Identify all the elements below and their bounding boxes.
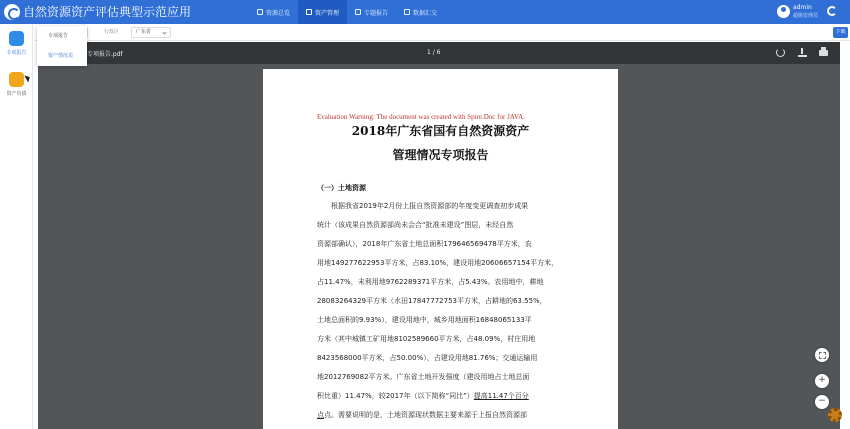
evaluation-warning: Evaluation Warning: The document was created with Spire.Doc for JAVA.: [317, 113, 525, 121]
file-name: 专项报告.pdf: [87, 51, 123, 58]
paragraph-text: 点。需要说明的是，土地资源现状数据主要来源于上报自然资源部: [324, 411, 527, 419]
paragraph-line: 根据我省2019年2月份上报自然资源部的年度变更调查初步成果: [331, 202, 529, 210]
chevron-down-icon: [162, 30, 166, 34]
print-icon[interactable]: [819, 50, 828, 56]
paragraph-line: 8423568000平方米，占50.00%），占建设用地81.76%；交通运输用: [317, 354, 538, 362]
paragraph-line: 占11.47%，未利用地9762289371平方米，占5.43%。农用地中，耕地: [317, 278, 544, 286]
underlined-text: 提高11.47个百分: [473, 392, 529, 400]
paragraph-line: 地2012769082平方米。广东省土地开发强度（建设用地占土地总面: [317, 373, 530, 381]
top-header: [0, 0, 850, 24]
sidebar-item-label: 专项报告: [6, 50, 27, 56]
region-select[interactable]: [131, 27, 171, 38]
balance-icon: [9, 72, 24, 87]
side-nav: [0, 24, 33, 429]
download-button[interactable]: 下载: [833, 27, 848, 38]
paragraph-text: 积比重）11.47%，较2017年（以下简称“同比”）: [317, 392, 474, 400]
app-logo: [4, 4, 20, 20]
filter-bar: [34, 24, 850, 41]
page-counter: 1 / 6: [427, 49, 441, 56]
region-value: 广东省: [136, 29, 152, 35]
nav-label: 资源总览: [266, 9, 291, 17]
document-title-line1: 2018年广东省国有自然资源资产: [351, 124, 530, 138]
settings-gear-icon[interactable]: [828, 408, 842, 422]
section-heading: （一）土地资源: [317, 183, 366, 192]
app-title: 自然资源资产评估典型示范应用: [23, 5, 192, 19]
data-icon: [404, 9, 410, 15]
nav-label: 数据汇交: [413, 9, 438, 17]
user-name: admin: [793, 4, 812, 11]
sidebar-item-special-report[interactable]: [0, 31, 33, 56]
report-icon: [9, 31, 24, 46]
paragraph-line: 资源部确认），2018年广东省土地总面积179646569478平方米，农: [317, 240, 532, 248]
submenu-item-asset-table[interactable]: 资产情况表: [48, 53, 74, 59]
paragraph-line: 用地149277622953平方米，占83.10%，建设用地20606657154平方米，: [317, 259, 559, 267]
zoom-in-button[interactable]: +: [815, 374, 829, 388]
zoom-out-button[interactable]: −: [815, 395, 829, 409]
user-avatar[interactable]: [777, 5, 790, 18]
viewer-toolbar: [38, 42, 840, 64]
pdf-viewer: [38, 42, 840, 429]
sidebar-item-label: 资产负债: [6, 91, 27, 97]
nav-label: 资产管理: [315, 9, 340, 17]
logout-icon[interactable]: [827, 6, 837, 16]
nav-resource-overview[interactable]: [249, 0, 298, 24]
paragraph-line: [317, 410, 527, 420]
submenu-item-special-report[interactable]: 专项报告: [48, 33, 69, 39]
paragraph-line: 方米（其中城镇工矿用地8102589660平方米，占48.09%，村庄用地: [317, 335, 536, 343]
nav-label: 专题报告: [364, 9, 389, 17]
download-icon[interactable]: [798, 48, 807, 57]
submenu-popup: [37, 26, 87, 66]
paragraph-line: 统计（该成果自然资源部尚未会合“批准未建设”图层，未经自然: [317, 221, 514, 229]
region-label: 行政区: [104, 29, 120, 35]
main-nav: [249, 0, 445, 24]
asset-icon: [306, 9, 312, 15]
paragraph-line: 土地总面积的9.93%），建设用地中，城乡用地面积16848065133平: [317, 316, 532, 324]
nav-asset-management[interactable]: [298, 0, 347, 24]
paragraph-line: 28083264329平方米（水田17847772753平方米，占耕地的63.55%，: [317, 297, 547, 305]
underlined-text: 点: [317, 411, 324, 419]
report-icon: [355, 9, 361, 15]
document-page: [263, 69, 618, 429]
overview-icon: [257, 9, 263, 15]
nav-special-report[interactable]: [347, 0, 396, 24]
document-title-line2: 管理情况专项报告: [392, 148, 489, 162]
nav-data-exchange[interactable]: [396, 0, 445, 24]
fit-page-icon[interactable]: [815, 348, 829, 362]
paragraph-line: [317, 391, 529, 401]
rotate-icon[interactable]: [776, 48, 785, 57]
user-role: 超级管理员: [793, 13, 819, 19]
